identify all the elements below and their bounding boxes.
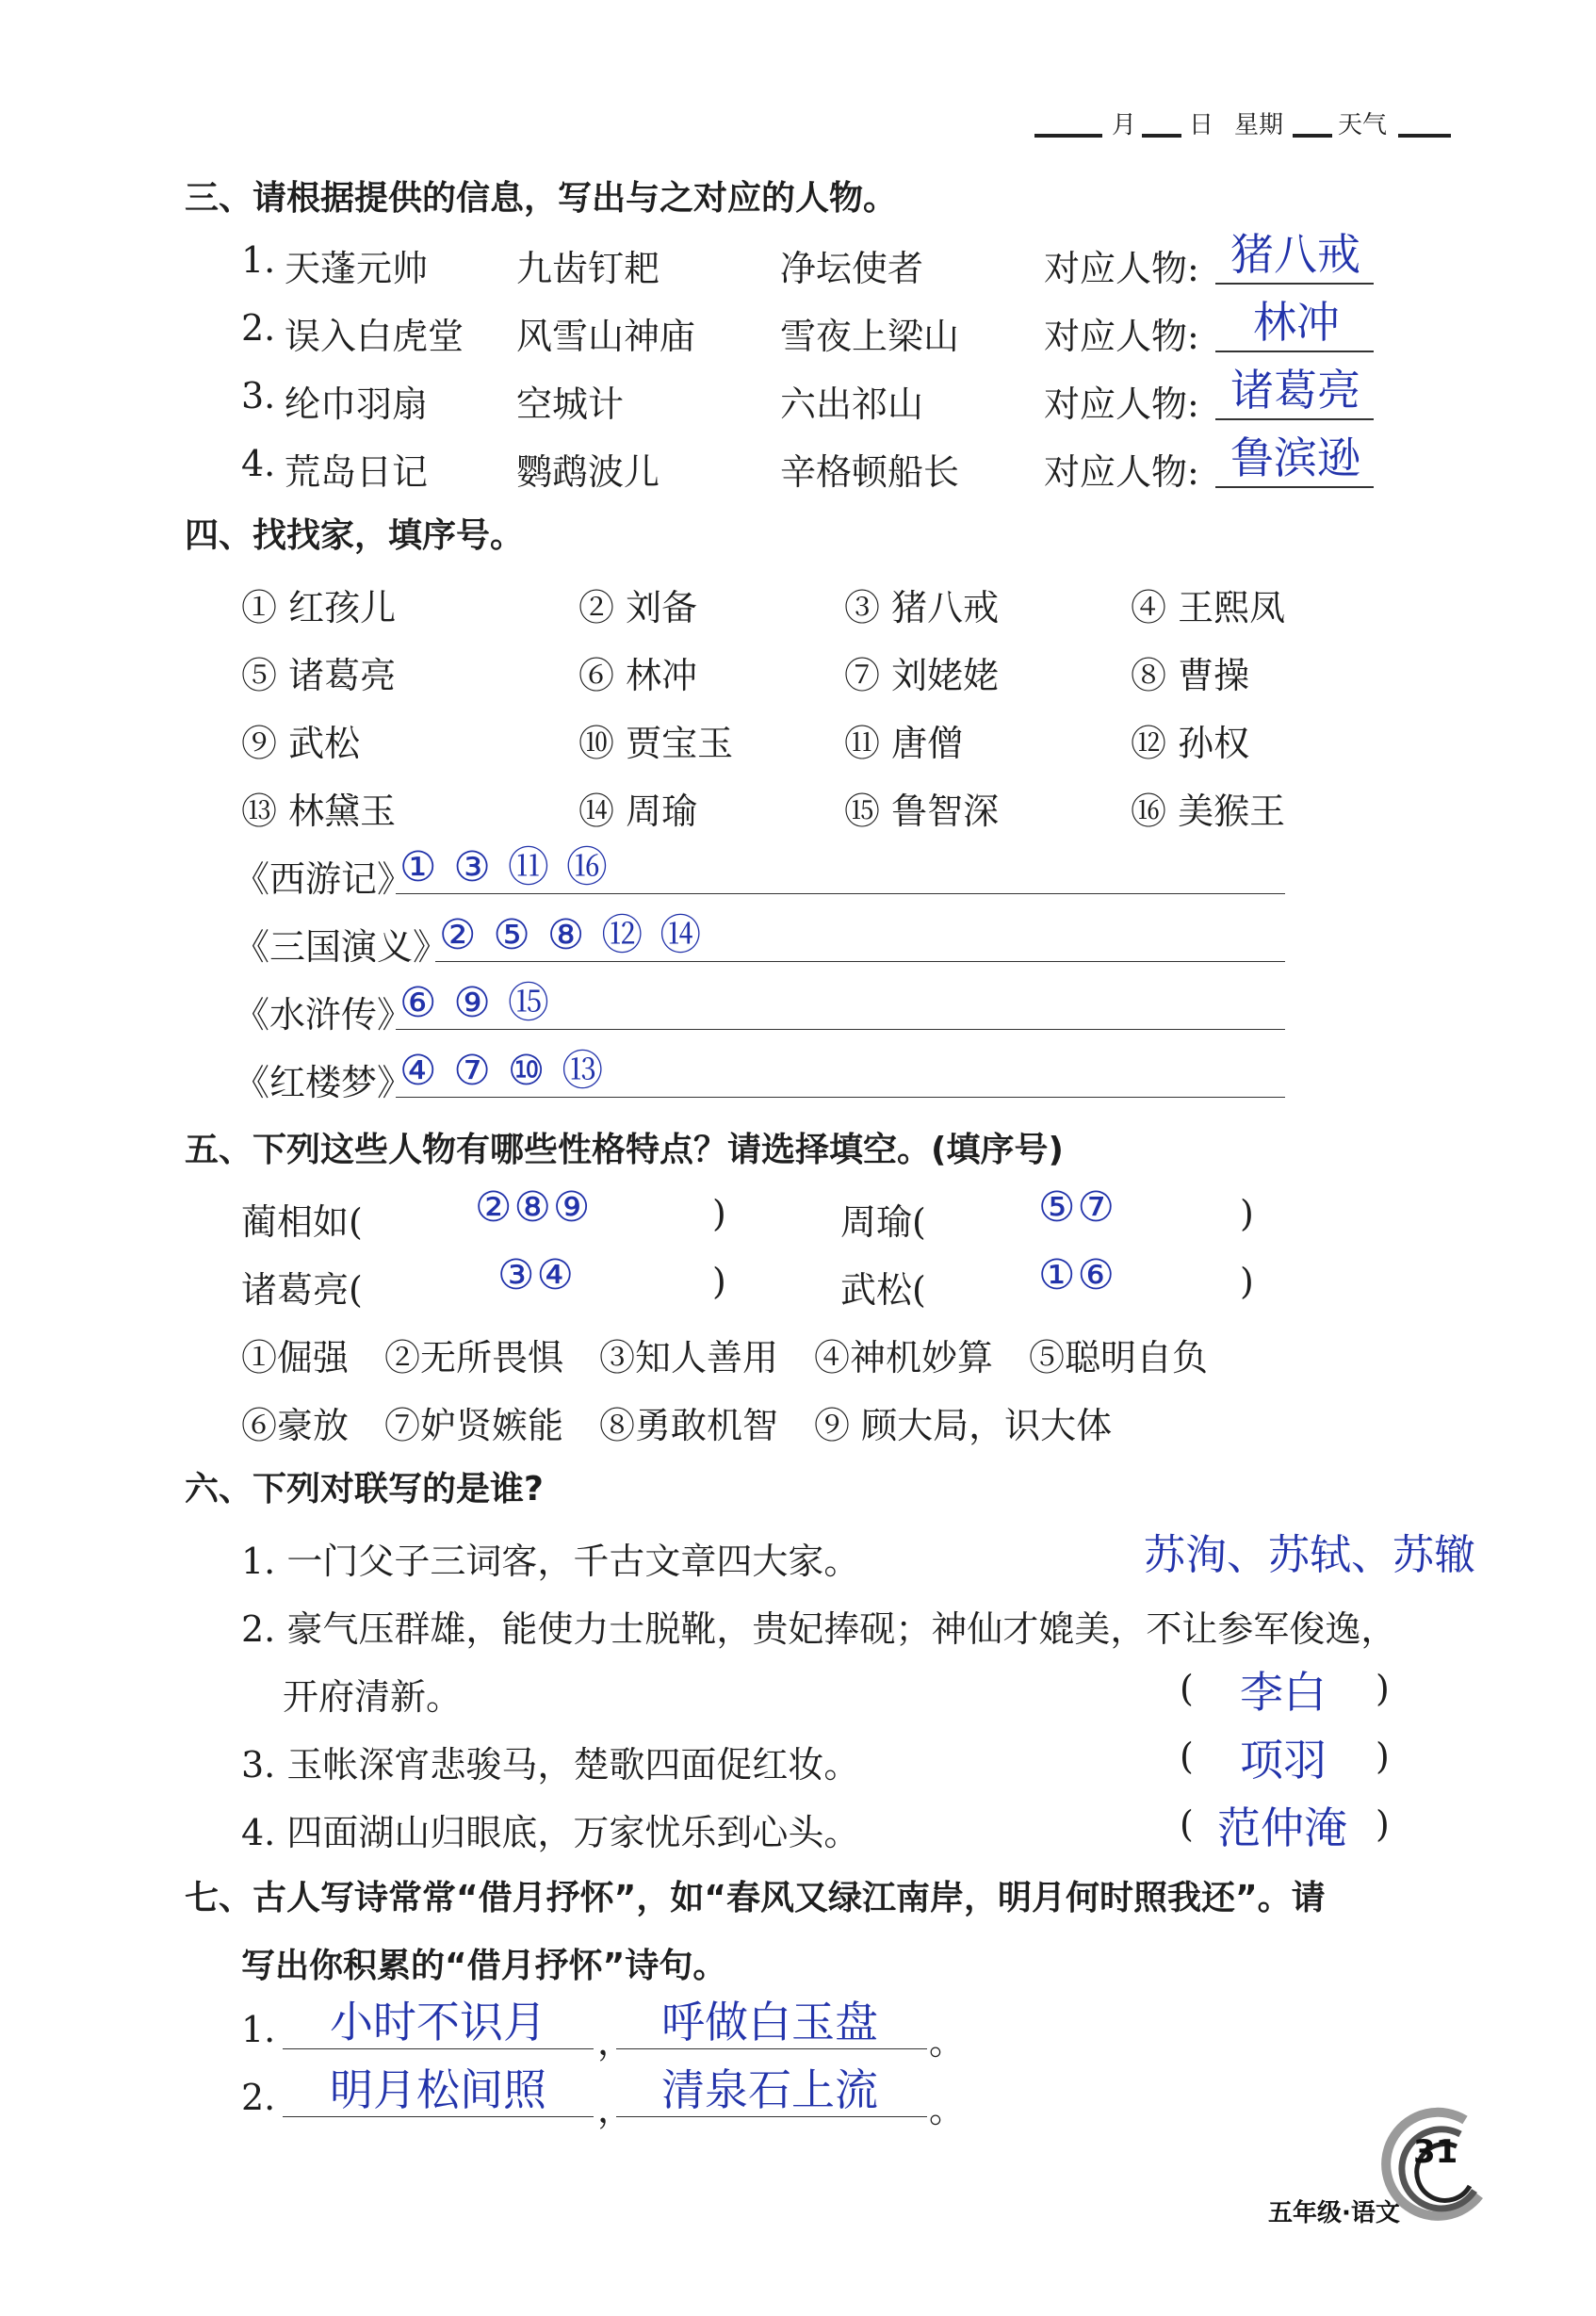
s4-item-16: ⑯ 美猴王 bbox=[1131, 791, 1286, 832]
s7-line2-b: 清泉石上流 bbox=[661, 2064, 878, 2115]
s7-line1-num: 1. bbox=[241, 2009, 276, 2050]
s5-p2: 周瑜( bbox=[840, 1201, 926, 1243]
s3-row3-b: 空城计 bbox=[516, 383, 625, 425]
s5-a2: ⑤⑦ bbox=[1038, 1183, 1116, 1231]
s6-q4: 4. 四面湖山归眼底，万家忧乐到心头。 bbox=[241, 1812, 860, 1853]
s3-row3-a: 纶巾羽扇 bbox=[285, 383, 429, 425]
s3-row3-answer: 诸葛亮 bbox=[1230, 365, 1360, 416]
s6-q4-close: ) bbox=[1376, 1803, 1390, 1845]
s3-row1-answer: 猪八戒 bbox=[1230, 229, 1360, 280]
s4-item-11: ⑪ 唐僧 bbox=[844, 723, 964, 764]
s4-book-shuihu-answer: ⑥ ⑨ ⑮ bbox=[399, 979, 551, 1027]
s4-book-sanguo-answer: ② ⑤ ⑧ ⑫ ⑭ bbox=[439, 911, 704, 959]
s3-row2-answer: 林冲 bbox=[1253, 297, 1340, 348]
s5-options-1: ①倔强 ②无所畏惧 ③知人善用 ④神机妙算 ⑤聪明自负 bbox=[241, 1337, 1209, 1378]
s5-p3: 诸葛亮( bbox=[241, 1269, 363, 1311]
header-weather: 天气 bbox=[1338, 111, 1388, 139]
s3-row4-num: 4. bbox=[241, 443, 276, 484]
s7-line1-comma: ， bbox=[597, 2021, 634, 2063]
s4-item-7: ⑦ 刘姥姥 bbox=[844, 655, 1000, 696]
s7-line2-num: 2. bbox=[241, 2077, 276, 2118]
s3-row2-num: 2. bbox=[241, 307, 276, 349]
s5-options-2: ⑥豪放 ⑦妒贤嫉能 ⑧勇敢机智 ⑨ 顾大局，识大体 bbox=[241, 1405, 1113, 1446]
s4-book-shuihu: 《水浒传》 bbox=[234, 994, 414, 1036]
s3-row4-a: 荒岛日记 bbox=[285, 451, 429, 493]
s3-row1-label: 对应人物: bbox=[1044, 248, 1199, 289]
s3-row3-label: 对应人物: bbox=[1044, 383, 1199, 425]
s5-a3: ③④ bbox=[497, 1251, 576, 1299]
section-7-title-line1: 七、古人写诗常常“借月抒怀”，如“春风又绿江南岸，明月何时照我还”。请 bbox=[185, 1879, 1326, 1917]
s6-q1: 1. 一门父子三词客，千古文章四大家。 bbox=[241, 1541, 860, 1582]
s6-a3: 项羽 bbox=[1240, 1735, 1327, 1786]
s5-p4: 武松( bbox=[840, 1269, 926, 1311]
s4-item-3: ③ 猪八戒 bbox=[844, 587, 1000, 628]
header-week: 星期 bbox=[1234, 111, 1284, 139]
s3-row2-c: 雪夜上梁山 bbox=[780, 316, 960, 357]
s6-q2-open: ( bbox=[1180, 1668, 1194, 1709]
s7-line2-period: 。 bbox=[929, 2089, 966, 2130]
section-7-title-line2: 写出你积累的“借月抒怀”诗句。 bbox=[241, 1947, 727, 1985]
s3-row4-c: 辛格顿船长 bbox=[780, 451, 960, 493]
s4-item-13: ⑬ 林黛玉 bbox=[241, 791, 397, 832]
s4-item-5: ⑤ 诸葛亮 bbox=[241, 655, 397, 696]
s6-q4-open: ( bbox=[1180, 1803, 1194, 1845]
s4-item-15: ⑮ 鲁智深 bbox=[844, 791, 1000, 832]
s3-row2-label: 对应人物: bbox=[1044, 316, 1199, 357]
section-3-title: 三、请根据提供的信息，写出与之对应的人物。 bbox=[185, 179, 898, 218]
section-6-title: 六、下列对联写的是谁? bbox=[185, 1470, 544, 1509]
s7-line2-comma: ， bbox=[597, 2089, 634, 2130]
s6-q3-open: ( bbox=[1180, 1736, 1194, 1777]
s4-item-8: ⑧ 曹操 bbox=[1131, 655, 1250, 696]
s4-item-12: ⑫ 孙权 bbox=[1131, 723, 1250, 764]
s4-book-honglou: 《红楼梦》 bbox=[234, 1062, 414, 1103]
s3-row1-num: 1. bbox=[241, 239, 276, 281]
s4-book-xiyouji-answer: ① ③ ⑪ ⑯ bbox=[399, 843, 610, 891]
s6-q2-line1: 2. 豪气压群雄，能使力士脱靴，贵妃捧砚；神仙才媲美，不让参军俊逸， bbox=[241, 1608, 1397, 1650]
page-number: 31 bbox=[1413, 2133, 1458, 2171]
section-5-title: 五、下列这些人物有哪些性格特点？请选择填空。(填序号) bbox=[185, 1131, 1064, 1169]
header-month: 月 bbox=[1112, 111, 1137, 139]
s3-row4-label: 对应人物: bbox=[1044, 451, 1199, 493]
s4-item-10: ⑩ 贾宝玉 bbox=[578, 723, 734, 764]
s3-row2-a: 误入白虎堂 bbox=[285, 316, 464, 357]
s4-book-sanguo: 《三国演义》 bbox=[234, 926, 449, 968]
s5-p1-close: ) bbox=[712, 1193, 726, 1234]
s7-line1-period: 。 bbox=[929, 2021, 966, 2063]
s4-item-2: ② 刘备 bbox=[578, 587, 698, 628]
s6-q3-close: ) bbox=[1376, 1736, 1390, 1777]
s6-a4: 范仲淹 bbox=[1217, 1802, 1347, 1853]
s5-p1: 蔺相如( bbox=[241, 1201, 363, 1243]
s5-p2-close: ) bbox=[1240, 1193, 1254, 1234]
s3-row3-c: 六出祁山 bbox=[780, 383, 924, 425]
s4-item-1: ① 红孩儿 bbox=[241, 587, 397, 628]
s5-a1: ②⑧⑨ bbox=[475, 1183, 593, 1231]
s5-a4: ①⑥ bbox=[1038, 1251, 1116, 1299]
s3-row4-b: 鹦鹉波儿 bbox=[516, 451, 660, 493]
s7-line2-a: 明月松间照 bbox=[330, 2064, 546, 2115]
s4-item-14: ⑭ 周瑜 bbox=[578, 791, 698, 832]
s4-book-xiyouji: 《西游记》 bbox=[234, 858, 414, 900]
grade-subject: 五年级·语文 bbox=[1268, 2199, 1400, 2227]
s6-q2-line2: 开府清新。 bbox=[283, 1676, 463, 1718]
s4-book-honglou-answer: ④ ⑦ ⑩ ⑬ bbox=[399, 1047, 606, 1095]
s3-row2-b: 风雪山神庙 bbox=[516, 316, 696, 357]
section-4-title: 四、找找家，填序号。 bbox=[185, 516, 525, 555]
s6-a2: 李白 bbox=[1240, 1667, 1327, 1718]
s5-p3-close: ) bbox=[712, 1261, 726, 1302]
s4-item-4: ④ 王熙凤 bbox=[1131, 587, 1286, 628]
s6-q2-close: ) bbox=[1376, 1668, 1390, 1709]
s4-item-9: ⑨ 武松 bbox=[241, 723, 361, 764]
s6-a1: 苏洵、苏轼、苏辙 bbox=[1144, 1531, 1475, 1579]
s3-row3-num: 3. bbox=[241, 375, 276, 416]
s6-q3: 3. 玉帐深宵悲骏马，楚歌四面促红妆。 bbox=[241, 1744, 860, 1786]
s3-row1-b: 九齿钉耙 bbox=[516, 248, 660, 289]
s3-row4-answer: 鲁滨逊 bbox=[1230, 432, 1360, 483]
header-day: 日 bbox=[1189, 111, 1214, 139]
s7-line1-b: 呼做白玉盘 bbox=[661, 1997, 878, 2047]
s7-line1-a: 小时不识月 bbox=[330, 1997, 546, 2047]
s3-row1-a: 天蓬元帅 bbox=[285, 248, 429, 289]
s3-row1-c: 净坛使者 bbox=[780, 248, 924, 289]
s5-p4-close: ) bbox=[1240, 1261, 1254, 1302]
s4-item-6: ⑥ 林冲 bbox=[578, 655, 698, 696]
